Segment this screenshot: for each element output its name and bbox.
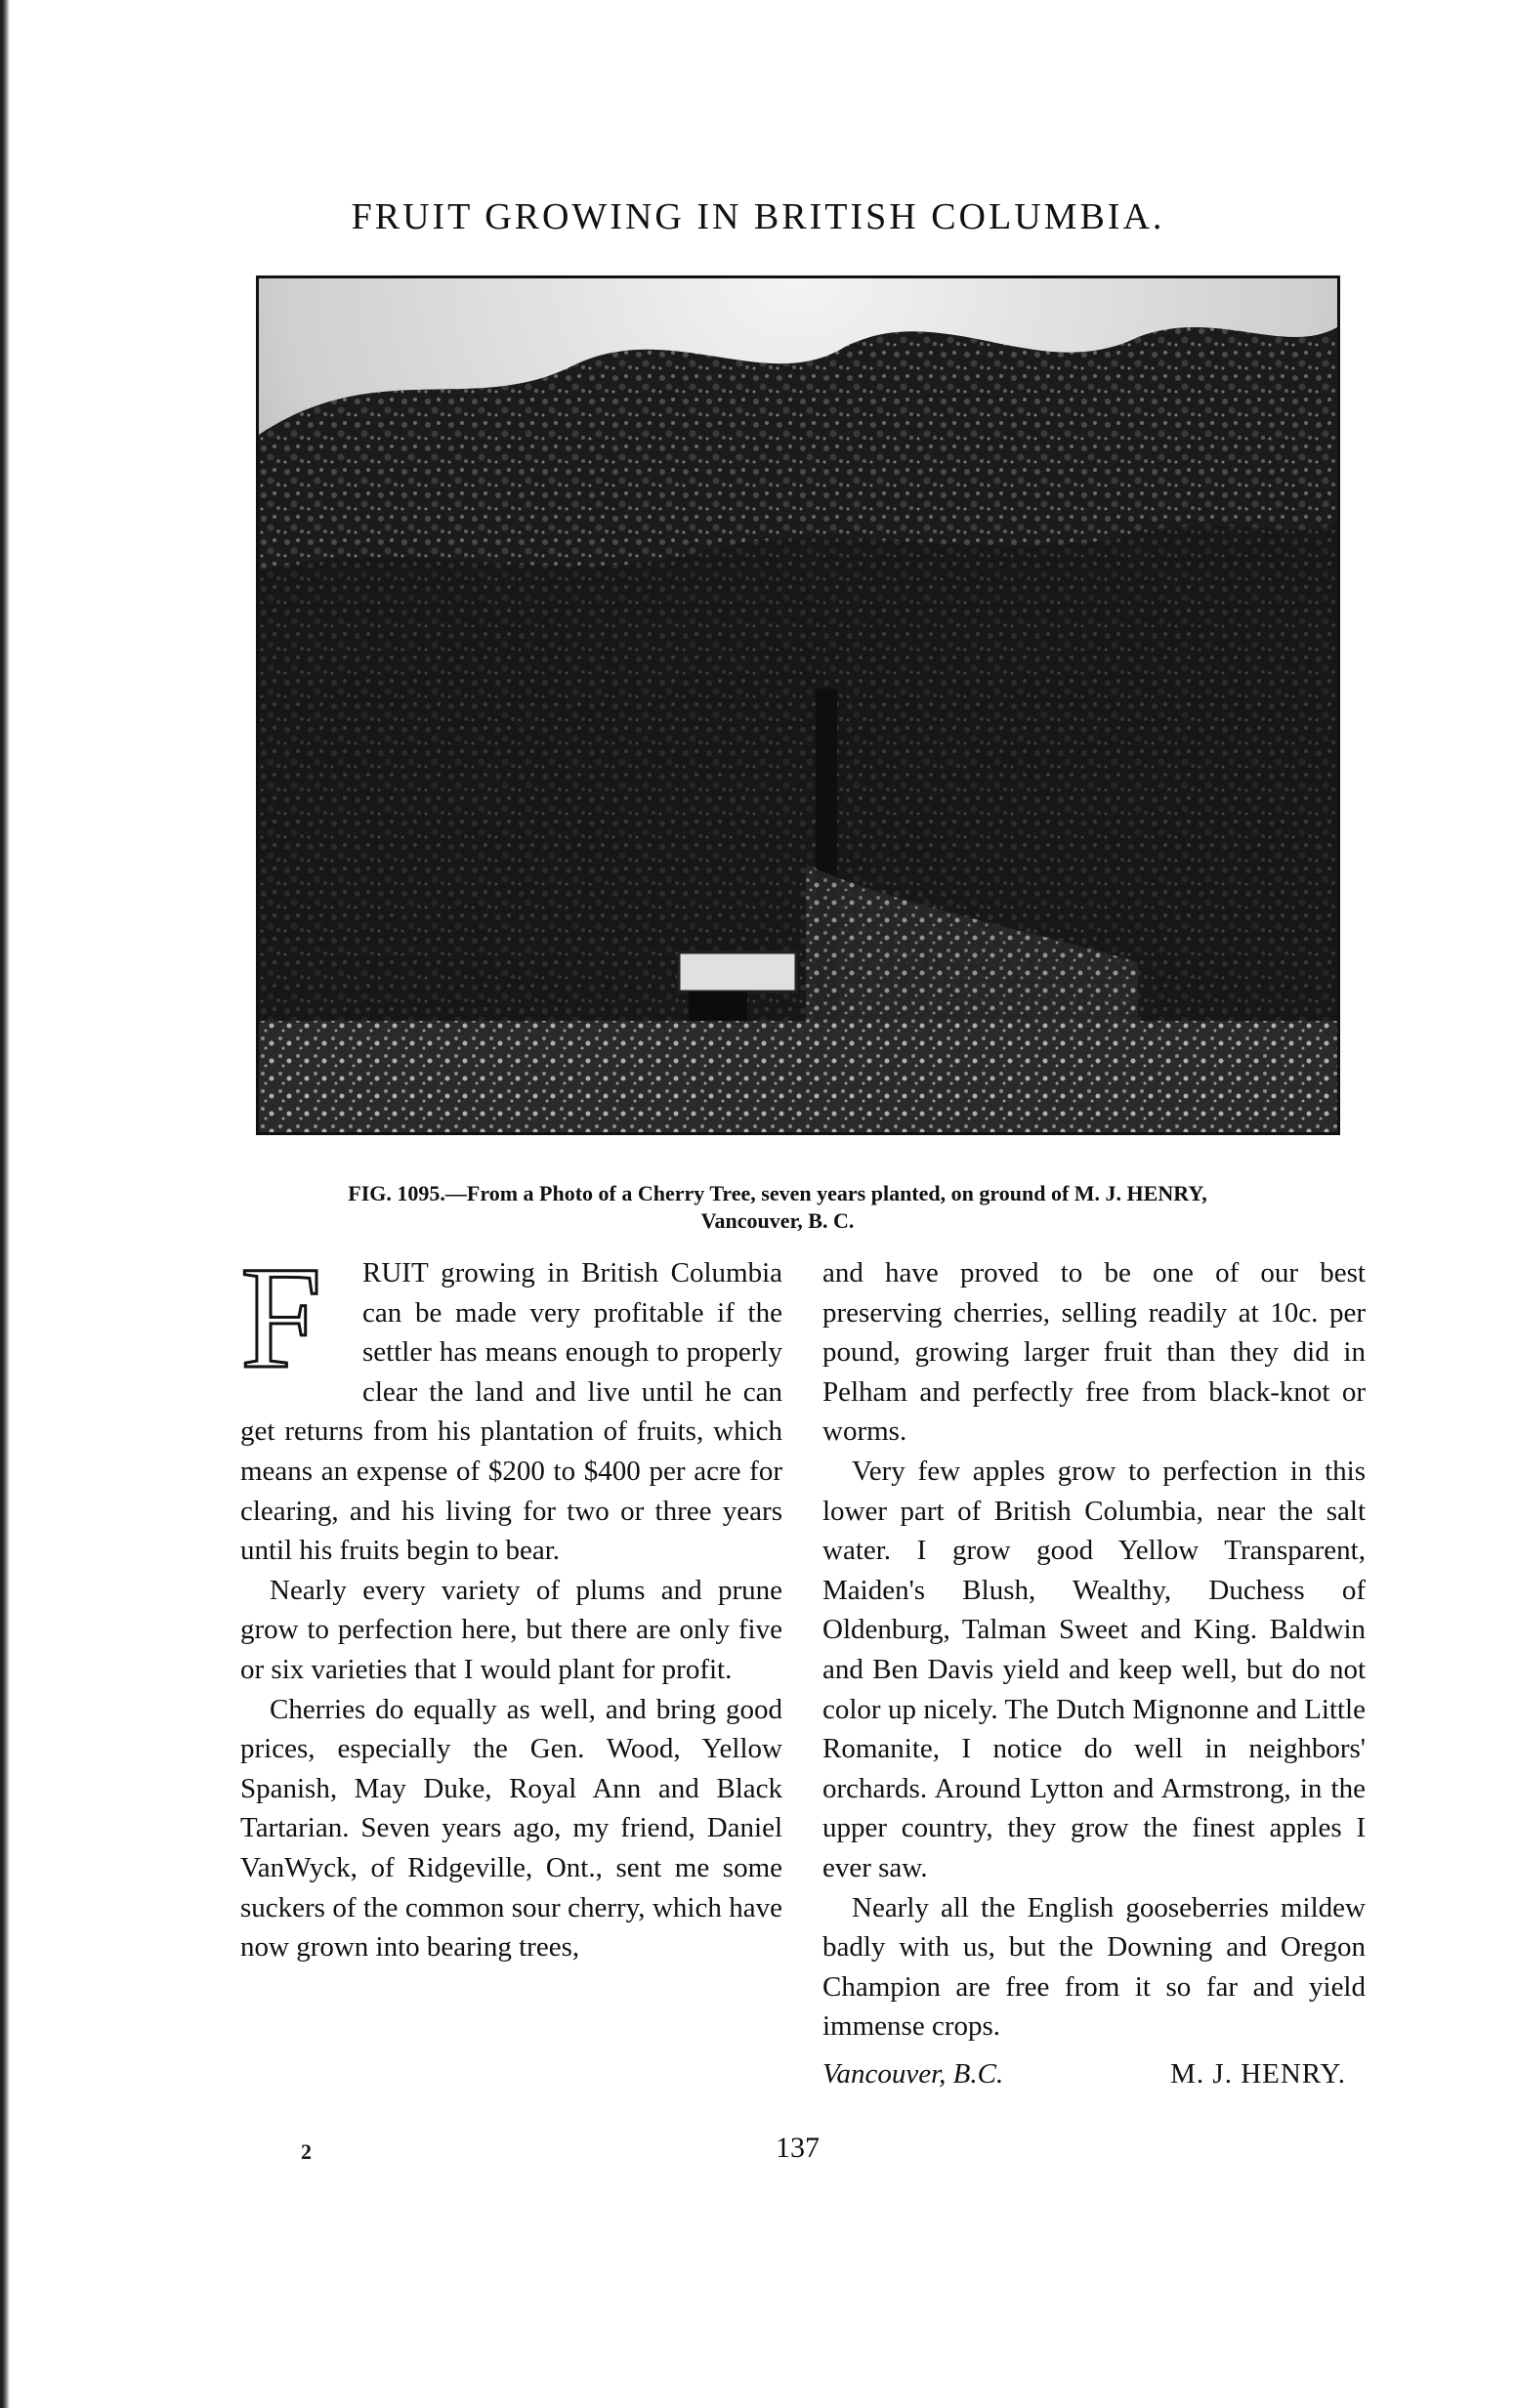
drop-cap: F — [240, 1237, 322, 1399]
figure-caption-line-2: Vancouver, B. C. — [700, 1208, 855, 1233]
paragraph-3-continued: and have proved to be one of our best preserving cherries, selling readily at 10c. per pound, growing larger fruit than they did in Pelham and perfectly free from black-knot or worms. — [822, 1257, 1366, 1448]
article-column-right — [822, 1253, 1366, 2093]
page-binding-edge — [0, 0, 10, 2408]
signoff-place: Vancouver, B.C. — [822, 2057, 1004, 2090]
page-title: FRUIT GROWING IN BRITISH COLUMBIA. — [351, 196, 1165, 237]
paragraph-1 — [240, 1237, 782, 1571]
paragraph-2: Nearly every variety of plums and prune grow to perfection here, but there are only five or six varieties that I would plant for profit. — [240, 1574, 782, 1685]
paragraph-4: Very few apples grow to perfection in this lower part of British Columbia, near the salt water. I grow good Yellow Transparent, Maiden's Blush, Wealthy, Duchess of Oldenburg, Talman Sweet and King. Baldwin and Ben Davis yield and keep well, but do not color up nicely. The Dutch Mignonne and Little Romanite, I notice do well in neighbors' orchards. Around Lytton and Armstrong, in the upper country, they grow the finest apples I ever saw. — [822, 1455, 1366, 1883]
paragraph-5: Nearly all the English gooseberries mildew badly with us, but the Downing and Oregon Champion are free from it so far and yield immense crops. — [822, 1891, 1366, 2043]
signature-mark: 2 — [301, 2139, 312, 2164]
figure-caption — [176, 1180, 1379, 1235]
figure-caption-line-1: FIG. 1095.—From a Photo of a Cherry Tree, seven years planted, on ground of M. J. HENRY, — [348, 1181, 1207, 1205]
paragraph-3: Cherries do equally as well, and bring good prices, especially the Gen. Wood, Yellow Spanish, May Duke, Royal Ann and Black Tartarian. Seven years ago, my friend, Daniel VanWyck, of Ridgeville, Ont., sent me some suckers of the common sour cherry, which have now grown into bearing trees, — [240, 1693, 782, 1964]
signoff — [822, 2054, 1366, 2094]
cherry-tree-photo — [256, 275, 1340, 1135]
signoff-author: M. J. HENRY. — [1170, 2057, 1346, 2090]
paragraph-1-text: growing in British Columbia can be made very profitable if the settler has means enough to properly clear the land and live until he can get returns from his plantation of fruits, which means an expense of $200 to $400 per acre for clearing, and his living for two or three years until his fruits begin to bear. — [240, 1257, 782, 1567]
article-column-left — [240, 1237, 782, 1967]
page-number: 137 — [776, 2132, 820, 2164]
first-word: RUIT — [362, 1257, 429, 1288]
